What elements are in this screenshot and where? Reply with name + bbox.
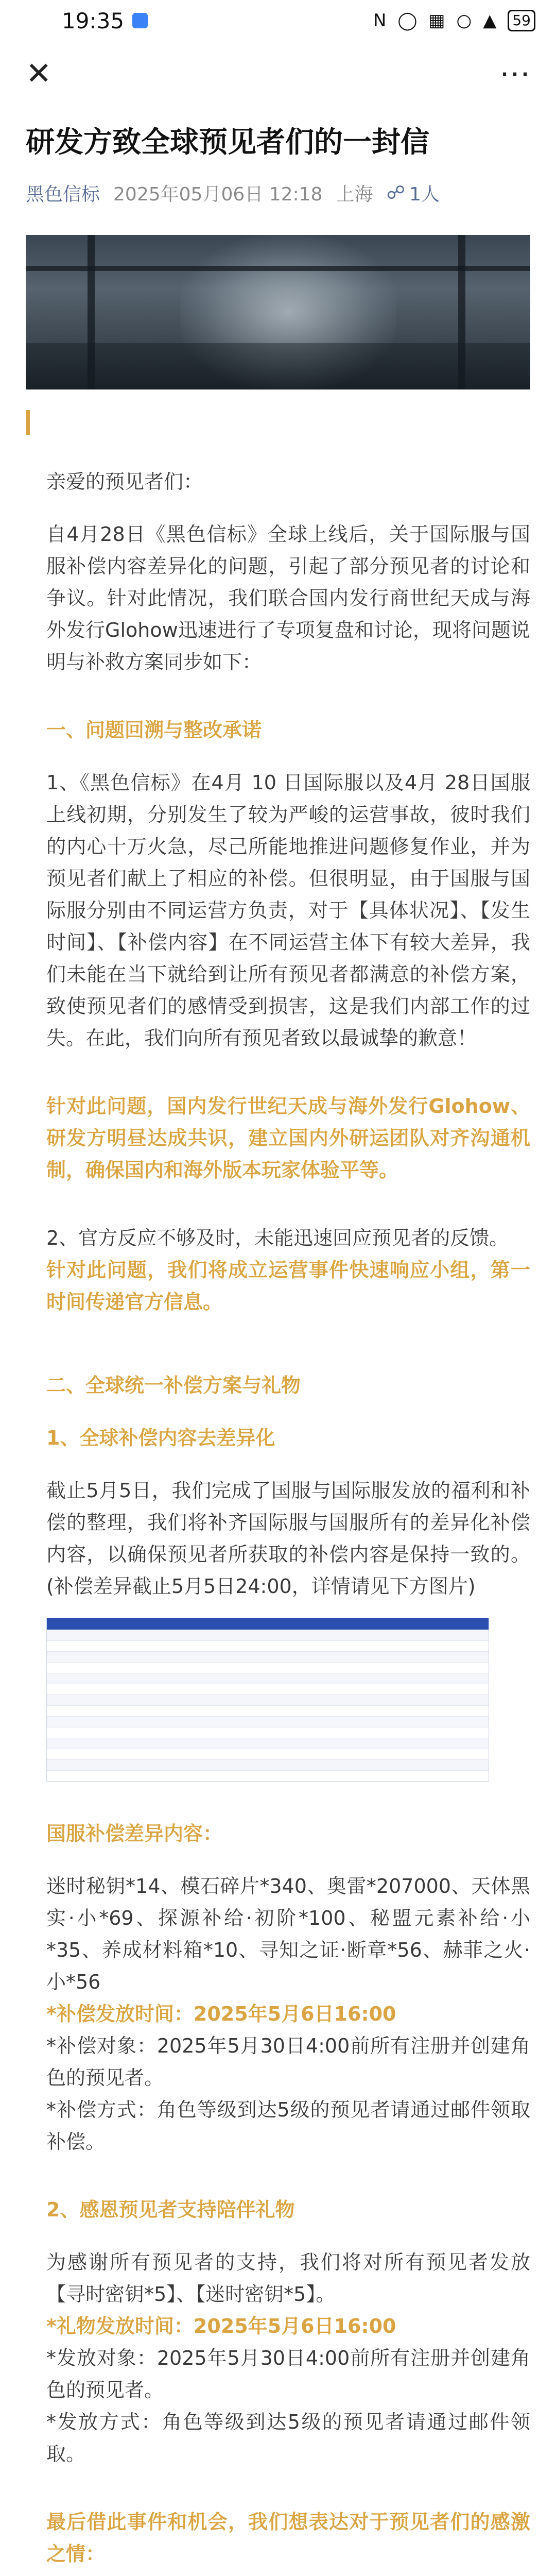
mute-icon: ◯: [397, 10, 418, 31]
battery-indicator: 59: [508, 10, 535, 31]
greeting: 亲爱的预见者们：: [46, 470, 203, 493]
table-row: [47, 1738, 489, 1749]
banner-structure: [26, 266, 530, 271]
article-meta: [26, 180, 530, 206]
intro-paragraph: 自4月28日《黑色信标》全球上线后，关于国际服与国服补偿内容差异化的问题，引起了部分预见者的讨论和争议。针对此情况，我们联合国内发行商世纪天成与海外发行Glohow迅速进行了专项复盘和讨论，现将问题说明与补救方案同步如下：: [46, 523, 530, 673]
close-icon[interactable]: ✕: [26, 55, 52, 92]
table-row: [47, 1705, 489, 1716]
listen-button[interactable]: [386, 180, 439, 206]
method1: *补偿方式：角色等级到达5级的预见者请通过邮件领取补偿。: [46, 2098, 530, 2153]
compensation-table-image[interactable]: [46, 1618, 489, 1782]
listen-count: 1人: [409, 184, 440, 205]
time2-label: *礼物发放时间：2025年5月6日16:00: [46, 2315, 396, 2337]
table-row: [47, 1716, 489, 1727]
table-row: [47, 1727, 489, 1738]
article-body: [0, 466, 556, 2576]
s1-commitment2: 针对此问题，我们将成立运营事件快速响应小组，第一时间传递官方信息。: [46, 1259, 530, 1313]
table-row: [47, 1673, 489, 1684]
author-link[interactable]: 黑色信标: [26, 184, 100, 205]
banner-image: [26, 235, 530, 389]
target1: *补偿对象：2025年5月30日4:00前所有注册并创建角色的预见者。: [46, 2035, 530, 2089]
s2-paragraph2: 为感谢所有预见者的支持，我们将对所有预见者发放【寻时密钥*5】、【迷时密钥*5】。: [46, 2251, 530, 2306]
publish-location: 上海: [336, 184, 373, 205]
s1-commitment1: 针对此问题，国内发行世纪天成与海外发行Glohow、研发方明昼达成共识，建立国内外研运团队对齐沟通机制，确保国内和海外版本玩家体验平等。: [46, 1095, 530, 1181]
status-bar: [0, 0, 556, 41]
app-notification-icon: [132, 13, 148, 28]
table-row: [47, 1749, 489, 1759]
table-row: [47, 1662, 489, 1673]
table-row: [47, 1759, 489, 1770]
table-header: [47, 1618, 489, 1630]
article: [0, 121, 556, 435]
accent-bar-row: [26, 410, 530, 435]
s2-paragraph1: 截止5月5日，我们完成了国服与国际服发放的福利和补偿的整理，我们将补齐国际服与国服所有的差异化补偿内容，以确保预见者所获取的补偿内容是保持一致的。(补偿差异截止5月5日24:00，详情请见下方图片): [46, 1479, 530, 1598]
more-icon[interactable]: ⋯: [499, 55, 530, 92]
table-row: [47, 1640, 489, 1651]
table-row: [47, 1651, 489, 1662]
s1-paragraph1: 1、《黑色信标》在4月 10 日国际服以及4月 28日国服上线初期，分别发生了较为严峻的运营事故，彼时我们的内心十万火急，尽己所能地推进问题修复作业，并为预见者们献上了相应的补偿。但很明显，由于国服与国际服分别由不同运营方负责，对于【具体状况】、【发生时间】、【补偿内容】在不同运营主体下有较大差异，我们未能在当下就给到让所有预见者都满意的补偿方案，致使预见者们的感情受到损害，这是我们内部工作的过失。在此，我们向所有预见者致以最诚挚的歉意！: [46, 771, 530, 1049]
article-title: 研发方致全球预见者们的一封信: [26, 126, 429, 159]
table-row: [47, 1630, 489, 1640]
signal-icon: ▲: [483, 10, 497, 31]
nfc-icon: N: [373, 10, 387, 31]
banner-structure: [26, 343, 530, 389]
s2-subtitle1: 1、全球补偿内容去差异化: [46, 1427, 275, 1449]
section2-title: 二、全球统一补偿方案与礼物: [46, 1374, 301, 1397]
method2: *发放方式：角色等级到达5级的预见者请通过邮件领取。: [46, 2411, 530, 2465]
nav-bar: [0, 41, 556, 106]
status-time: 19:35: [62, 8, 125, 33]
table-row: [47, 1770, 489, 1781]
table-row: [47, 1694, 489, 1705]
section1-title: 一、问题回溯与整改承诺: [46, 719, 262, 741]
headphone-icon: ☍: [386, 182, 405, 204]
vibrate-icon: ▦: [428, 10, 445, 31]
diff-items: 迷时秘钥*14、模石碎片*340、奥雷*207000、天体黑实·小*69、探源补给·初阶*100、秘盟元素补给·小*35、养成材料箱*10、寻知之证·断章*56、赫菲之火·小*56: [46, 1875, 530, 1993]
time1-label: *补偿发放时间：2025年5月6日16:00: [46, 2003, 396, 2025]
table-row: [47, 1684, 489, 1694]
target2: *发放对象：2025年5月30日4:00前所有注册并创建角色的预见者。: [46, 2347, 530, 2401]
s2-subtitle2: 2、感恩预见者支持陪伴礼物: [46, 2198, 295, 2221]
accent-bar: [26, 410, 30, 435]
closing-heading: 最后借此事件和机会，我们想表达对于预见者们的感激之情：: [46, 2511, 530, 2565]
s1-paragraph2: 2、官方反应不够及时，未能迅速回应预见者的反馈。: [46, 1227, 509, 1249]
publish-date: 2025年05月06日 12:18: [113, 184, 323, 205]
diff-heading: 国服补偿差异内容：: [46, 1822, 223, 1845]
wifi-icon: ○: [456, 10, 472, 31]
